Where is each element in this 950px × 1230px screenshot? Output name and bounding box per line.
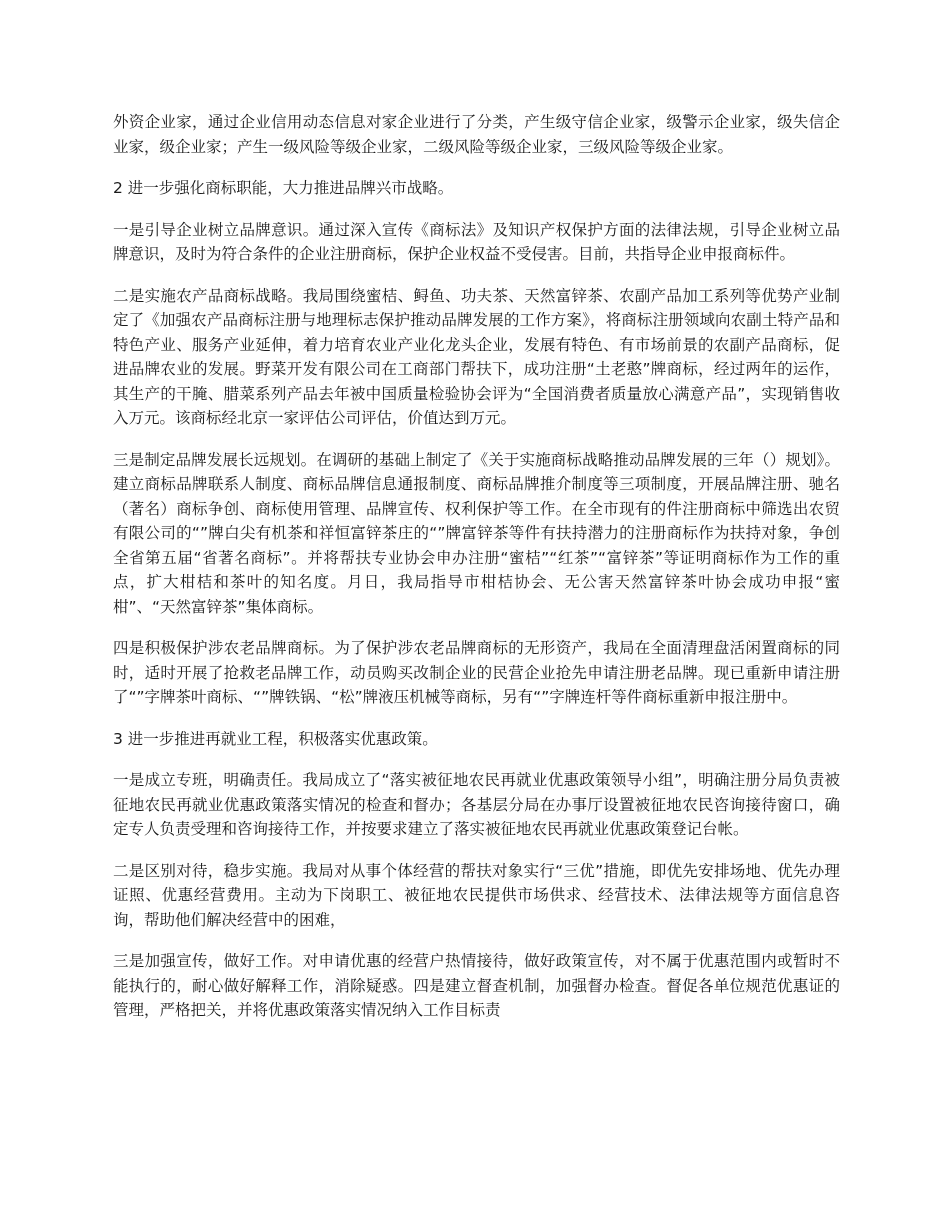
paragraph-brand-plan: 三是制定品牌发展长远规划。在调研的基础上制定了《关于实施商标战略推动品牌发展的三年（）规划》。建立商标品牌联系人制度、商标品牌信息通报制度、商标品牌推介制度等三项制度，开展品牌注册、驰名（著名）商标争创、商标使用管理、品牌宣传、权利保护等工作。在全市现有的件注册商标中筛选出农贸有限公司的“”牌白尖有机茶和祥恒富锌茶庄的“”牌富锌茶等件有扶持潜力的注册商标作为扶持对象，争创全省第五届“省著名商标”。并将帮扶专业协会申办注册“蜜桔”“红茶”“富锌茶”等证明商标作为工作的重点，扩大柑桔和茶叶的知名度。月日，我局指导市柑桔协会、无公害天然富锌茶叶协会成功申报“蜜柑”、“天然富锌茶”集体商标。 (113, 450, 840, 616)
paragraph-1: 外资企业家，通过企业信用动态信息对家企业进行了分类，产生级守信企业家，级警示企业家，级失信企业家，级企业家；产生一级风险等级企业家，二级风险等级企业家，三级风险等级企业家。 (113, 113, 840, 156)
section-heading-2: 2 进一步强化商标职能，大力推进品牌兴市战略。 (113, 179, 454, 197)
paragraph-brand-awareness: 一是引导企业树立品牌意识。通过深入宣传《商标法》及知识产权保护方面的法律法规，引导企业树立品牌意识，及时为符合条件的企业注册商标，保护企业权益不受侵害。目前，共指导企业申报商标件。 (113, 220, 840, 263)
paragraph-differentiated: 二是区别对待，稳步实施。我局对从事个体经营的帮扶对象实行“三优”措施，即优先安排场地、优先办理证照、优惠经营费用。主动为下岗职工、被征地农民提供市场供求、经营技术、法律法规等方面信息咨询，帮助他们解决经营中的困难， (113, 861, 840, 929)
paragraph-agri-trademark: 二是实施农产品商标战略。我局围绕蜜桔、鲟鱼、功夫茶、天然富锌茶、农副产品加工系列等优势产业制定了《加强农产品商标注册与地理标志保护推动品牌发展的工作方案》，将商标注册领域向农副土特产品和特色产业、服务产业延伸，着力培育农业产业化龙头企业，发展有特色、有市场前景的农副产品商标，促进品牌农业的发展。野菜开发有限公司在工商部门帮扶下，成功注册“土老憨”牌商标，经过两年的运作，其生产的干腌、腊菜系列产品去年被中国质量检验协会评为“全国消费者质量放心满意产品”，实现销售收入万元。该商标经北京一家评估公司评估，价值达到万元。 (113, 286, 840, 427)
paragraph-task-force: 一是成立专班，明确责任。我局成立了“落实被征地农民再就业优惠政策领导小组”，明确注册分局负责被征地农民再就业优惠政策落实情况的检查和督办；各基层分局在办事厅设置被征地农民咨询接待窗口，确定专人负责受理和咨询接待工作，并按要求建立了落实被征地农民再就业优惠政策登记台帐。 (113, 771, 840, 838)
document-page (113, 110, 840, 1040)
paragraph-old-brands: 四是积极保护涉农老品牌商标。为了保护涉农老品牌商标的无形资产，我局在全面清理盘活闲置商标的同时，适时开展了抢救老品牌工作，动员购买改制企业的民营企业抢先申请注册老品牌。现已重新申请注册了“”字牌茶叶商标、“”牌铁锅、“松”牌液压机械等商标，另有“”字牌连杆等件商标重新申报注册中。 (113, 639, 840, 706)
section-heading-3: 3 进一步推进再就业工程，积极落实优惠政策。 (113, 729, 438, 748)
paragraph-publicity: 三是加强宣传，做好工作。对申请优惠的经营户热情接待，做好政策宣传，对不属于优惠范围内或暂时不能执行的，耐心做好解释工作，消除疑惑。四是建立督查机制，加强督办检查。督促各单位规范优惠证的管理，严格把关，并将优惠政策落实情况纳入工作目标责 (113, 952, 840, 1019)
